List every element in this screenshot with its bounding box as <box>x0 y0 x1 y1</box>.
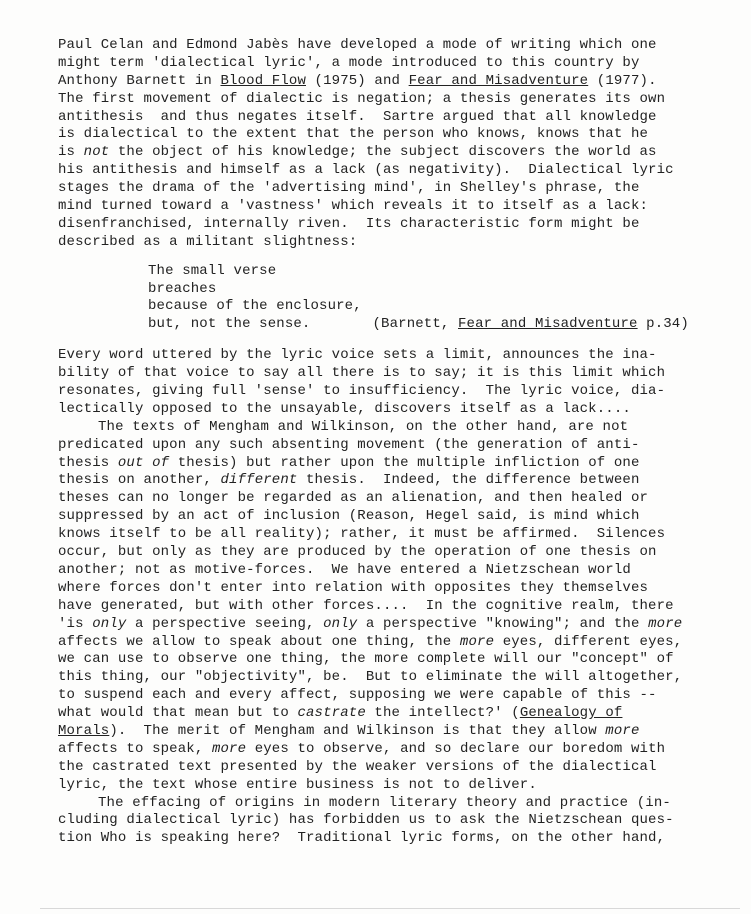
text-line: this thing, our "objectivity", be. But to eliminate the will altogether, <box>58 669 683 686</box>
paragraph-2 <box>58 347 738 419</box>
emphasis: castrate <box>297 705 366 722</box>
text-span: the intellect?' ( <box>365 705 520 722</box>
spacer <box>58 252 738 263</box>
emphasis: more <box>459 633 495 650</box>
citation <box>372 316 688 332</box>
text-line: theses can no longer be regarded as an alienation, and then healed or <box>58 490 649 507</box>
page-edge-divider <box>40 908 740 909</box>
text-line: to suspend each and every affect, supposing we were capable of this -- <box>58 687 657 704</box>
text-line: we can use to observe one thing, the more complete will our "concept" of <box>58 651 674 668</box>
text-span: is <box>58 144 84 161</box>
citation-open: (Barnett, <box>372 316 458 333</box>
emphasis: not <box>83 144 110 161</box>
text-line: The effacing of origins in modern literary theory and practice (in- <box>98 794 671 811</box>
text-line: antithesis and thus negates itself. Sartre argued that all knowledge <box>58 108 657 125</box>
emphasis: more <box>211 740 247 757</box>
text-span: what would that mean but to <box>58 705 298 722</box>
text-line: his antithesis and himself as a lack (as negativity). Dialectical lyric <box>58 162 674 179</box>
text-line <box>58 455 738 473</box>
emphasis: different <box>220 472 298 489</box>
text-span: thesis on another, <box>58 472 221 489</box>
emphasis: out of <box>117 454 170 471</box>
text-span: thesis. Indeed, the difference between <box>297 472 640 489</box>
text-line <box>58 73 738 91</box>
text-line: stages the drama of the 'advertising mind', in Shelley's phrase, the <box>58 180 640 197</box>
text-line: might term 'dialectical lyric', a mode introduced to this country by <box>58 54 640 71</box>
text-line: another; not as motive-forces. We have entered a Nietzschean world <box>58 561 631 578</box>
text-line: mind turned toward a 'vastness' which reveals it to itself as a lack: <box>58 198 649 215</box>
title-genealogy-of-morals: Morals <box>58 722 110 739</box>
text-span: thesis) but rather upon the multiple infliction of one <box>169 454 640 471</box>
text-line: predicated upon any such absenting movement (the generation of anti- <box>58 436 640 453</box>
text-line: Every word uttered by the lyric voice sets a limit, announces the ina- <box>58 347 657 364</box>
text-span: affects we allow to speak about one thing, the <box>58 633 460 650</box>
text-line: cluding dialectical lyric) has forbidden us to ask the Nietzschean ques- <box>58 812 674 829</box>
verse-line: The small verse <box>148 262 277 279</box>
text-line: knows itself to be all reality); rather, it must be affirmed. Silences <box>58 526 666 543</box>
text-line: suppressed by an act of inclusion (Reason, Hegel said, is mind which <box>58 508 640 525</box>
text-span: affects to speak, <box>58 740 212 757</box>
paragraph-3 <box>58 419 738 795</box>
text-line: lectically opposed to the unsayable, discovers itself as a lack.... <box>58 400 631 417</box>
text-line <box>58 705 738 723</box>
text-line: the castrated text presented by the weaker versions of the dialectical <box>58 758 657 775</box>
verse-line: because of the enclosure, <box>148 298 362 315</box>
text-line: disenfranchised, internally riven. Its characteristic form might be <box>58 215 640 232</box>
text-line <box>58 144 738 162</box>
text-span: Anthony Barnett in <box>58 72 221 89</box>
text-span: 'is <box>58 615 93 632</box>
text-span: thesis <box>58 454 118 471</box>
emphasis: only <box>92 615 127 632</box>
text-span: eyes to observe, and so declare our boredom with <box>246 740 666 757</box>
verse-line: breaches <box>148 280 217 297</box>
title-blood-flow: Blood Flow <box>220 72 306 89</box>
text-span: the object of his knowledge; the subject discovers the world as <box>109 144 657 161</box>
document-body <box>58 37 738 848</box>
text-line: tion Who is speaking here? Traditional lyric forms, on the other hand, <box>58 830 666 847</box>
text-line: have generated, but with other forces.... In the cognitive realm, there <box>58 597 674 614</box>
citation-close: p.34) <box>637 316 689 333</box>
text-line: resonates, giving full 'sense' to insufficiency. The lyric voice, dia- <box>58 383 666 400</box>
verse-line <box>58 316 738 334</box>
text-span: ). The merit of Mengham and Wilkinson is that they allow <box>109 722 606 739</box>
text-line: is dialectical to the extent that the person who knows, knows that he <box>58 126 649 143</box>
emphasis: more <box>605 722 640 739</box>
text-line: lyric, the text whose entire business is not to deliver. <box>58 776 537 793</box>
text-line: The texts of Mengham and Wilkinson, on the other hand, are not <box>98 418 629 435</box>
text-line <box>58 741 738 759</box>
text-span: a perspective "knowing"; and the <box>357 615 649 632</box>
title-genealogy-of-morals: Genealogy of <box>519 705 623 722</box>
paragraph-4 <box>58 795 738 849</box>
emphasis: only <box>323 615 358 632</box>
emphasis: more <box>648 615 683 632</box>
text-line <box>58 616 738 634</box>
title-fear-and-misadventure: Fear and Misadventure <box>408 72 589 89</box>
paragraph-1 <box>58 37 738 252</box>
text-line <box>58 472 738 490</box>
verse-text: but, not the sense. <box>148 316 311 333</box>
spacer <box>58 334 738 347</box>
verse-quotation <box>58 263 738 335</box>
text-span: eyes, different eyes, <box>494 633 683 650</box>
text-line: bility of that voice to say all there is to say; it is this limit which <box>58 365 666 382</box>
text-span: a perspective seeing, <box>126 615 324 632</box>
text-line: occur, but only as they are produced by the operation of one thesis on <box>58 544 657 561</box>
citation-title: Fear and Misadventure <box>458 316 638 333</box>
text-line: Paul Celan and Edmond Jabès have developed a mode of writing which one <box>58 37 657 53</box>
text-line <box>58 723 738 741</box>
text-line: where forces don't enter into relation with opposites they themselves <box>58 579 649 596</box>
text-line: described as a militant slightness: <box>58 233 358 250</box>
text-line: The first movement of dialectic is negation; a thesis generates its own <box>58 90 666 107</box>
text-span: (1977). <box>588 72 657 89</box>
text-span: (1975) and <box>306 72 409 89</box>
text-line <box>58 634 738 652</box>
